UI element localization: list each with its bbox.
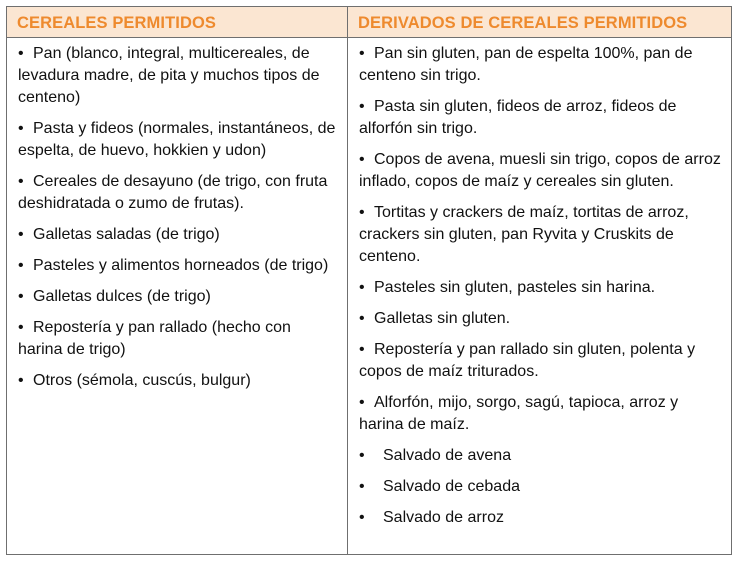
bullet-icon: • bbox=[18, 226, 24, 243]
cereals-table bbox=[6, 6, 732, 555]
list-item: • Pasteles y alimentos horneados (de trigo) bbox=[18, 255, 337, 277]
bullet-icon: • bbox=[359, 478, 365, 495]
list-item: • Pan (blanco, integral, multicereales, de levadura madre, de pita y muchos tipos de centeno) bbox=[18, 45, 320, 106]
header-cereales-permitidos: CEREALES PERMITIDOS bbox=[7, 7, 348, 38]
bullet-icon: • bbox=[18, 257, 24, 274]
bullet-icon: • bbox=[359, 447, 365, 464]
bullet-icon: • bbox=[18, 372, 24, 389]
list-item: • Pasta sin gluten, fideos de arroz, fideos de alforfón sin trigo. bbox=[359, 98, 677, 137]
list-item: • Pasta y fideos (normales, instantáneos, de espelta, de huevo, hokkien y udon) bbox=[18, 120, 336, 159]
bullet-icon: • bbox=[359, 310, 365, 327]
bullet-icon: • bbox=[359, 204, 365, 221]
list-item: • Otros (sémola, cuscús, bulgur) bbox=[18, 370, 337, 392]
list-item: • Salvado de cebada bbox=[359, 476, 721, 498]
list-item: • Repostería y pan rallado sin gluten, polenta y copos de maíz triturados. bbox=[359, 341, 696, 380]
list-item: • Alforfón, mijo, sorgo, sagú, tapioca, arroz y harina de maíz. bbox=[359, 394, 679, 433]
list-item: • Pan sin gluten, pan de espelta 100%, pan de centeno sin trigo. bbox=[359, 45, 693, 84]
bullet-icon: • bbox=[359, 98, 365, 115]
bullet-icon: • bbox=[359, 509, 365, 526]
list-item: • Galletas saladas (de trigo) bbox=[18, 224, 337, 246]
list-item: • Galletas sin gluten. bbox=[359, 308, 721, 330]
bullet-icon: • bbox=[359, 279, 365, 296]
list-item: • Pasteles sin gluten, pasteles sin harina. bbox=[359, 277, 721, 299]
cereales-column bbox=[7, 38, 348, 554]
header-derivados-permitidos: DERIVADOS DE CEREALES PERMITIDOS bbox=[348, 7, 731, 38]
list-item: • Copos de avena, muesli sin trigo, copos de arroz inflado, copos de maíz y cereales sin gluten. bbox=[359, 151, 721, 190]
bullet-icon: • bbox=[359, 151, 365, 168]
bullet-icon: • bbox=[18, 173, 24, 190]
bullet-icon: • bbox=[18, 120, 24, 137]
list-item: • Salvado de arroz bbox=[359, 507, 721, 529]
list-item: • Salvado de avena bbox=[359, 445, 721, 467]
bullet-icon: • bbox=[359, 394, 365, 411]
list-item: • Repostería y pan rallado (hecho con harina de trigo) bbox=[18, 319, 291, 358]
derivados-column bbox=[348, 38, 731, 554]
bullet-icon: • bbox=[359, 45, 365, 62]
list-item: • Tortitas y crackers de maíz, tortitas de arroz, crackers sin gluten, pan Ryvita y Cruskits de centeno. bbox=[359, 204, 689, 265]
bullet-icon: • bbox=[359, 341, 365, 358]
list-item: • Galletas dulces (de trigo) bbox=[18, 286, 337, 308]
list-item: • Cereales de desayuno (de trigo, con fruta deshidratada o zumo de frutas). bbox=[18, 173, 328, 212]
bullet-icon: • bbox=[18, 288, 24, 305]
bullet-icon: • bbox=[18, 45, 24, 62]
bullet-icon: • bbox=[18, 319, 24, 336]
